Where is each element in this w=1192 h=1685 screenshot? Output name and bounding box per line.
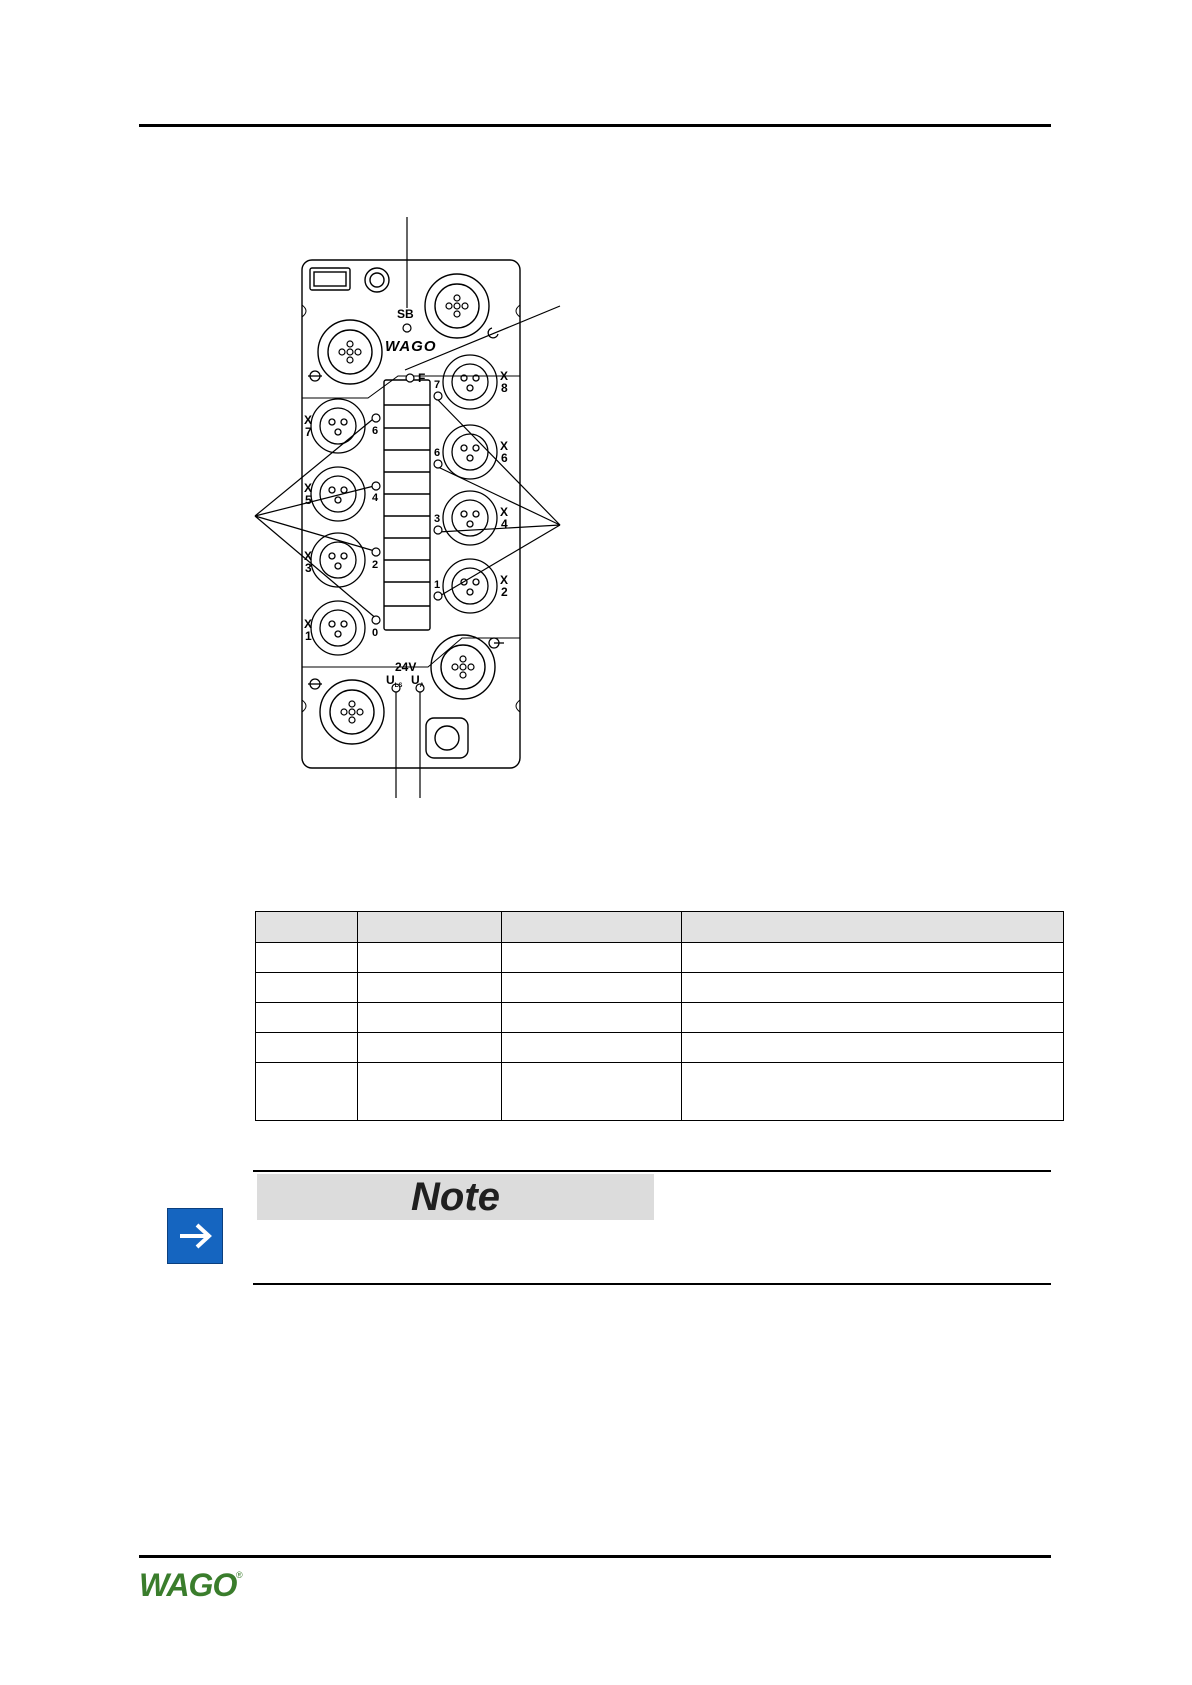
header-rule [139, 124, 1051, 127]
table-header-cell [502, 912, 682, 943]
table-cell [256, 943, 358, 973]
connector-label-x2: X 2 [500, 573, 509, 599]
footer-rule [139, 1555, 1051, 1558]
table-header-cell [682, 912, 1064, 943]
callout-lines [255, 217, 560, 798]
table-row [256, 943, 1064, 973]
connector-label-x1: X 1 [304, 617, 313, 643]
table-cell [502, 943, 682, 973]
led-label-us: $U_{LS}$ [386, 673, 403, 689]
led-label-4: 4 [372, 492, 379, 504]
led-label-2: 2 [372, 559, 379, 571]
note-bottom-rule [253, 1283, 1051, 1285]
note-top-rule [253, 1170, 1051, 1172]
table-cell [256, 1003, 358, 1033]
io-connector [311, 601, 365, 655]
table-cell [502, 1063, 682, 1121]
table-header-cell [256, 912, 358, 943]
led-label-7: 7 [434, 379, 441, 391]
supply-voltage-label: 24V [395, 660, 417, 674]
table-cell [256, 1063, 358, 1121]
led-label-6-left: 6 [372, 425, 379, 437]
power-connector-in [320, 680, 384, 744]
power-out-symbol [489, 638, 504, 648]
connector-label-x8: X 8 [500, 369, 509, 395]
table-row [256, 1003, 1064, 1033]
table-cell [358, 943, 502, 973]
led-label-0: 0 [372, 627, 379, 639]
led-status-table [255, 911, 1064, 1121]
fieldbus-connector-out [425, 274, 489, 338]
bus-out-symbol [488, 328, 498, 338]
table-cell [358, 1063, 502, 1121]
table-cell [502, 973, 682, 1003]
table-cell [682, 1033, 1064, 1063]
bus-in-symbol [308, 371, 322, 381]
connector-label-x3: X 3 [304, 549, 313, 575]
svg-text:®: ® [236, 1570, 243, 1580]
table-cell [682, 973, 1064, 1003]
table-header-cell [358, 912, 502, 943]
note-title: Note [257, 1174, 654, 1220]
table-cell [256, 1033, 358, 1063]
io-connector [443, 491, 497, 545]
table-row [256, 1063, 1064, 1121]
led-label-sb: SB [397, 307, 414, 321]
fieldbus-connector-in [318, 320, 382, 384]
svg-text:WAGO: WAGO [139, 1567, 237, 1601]
io-connector [443, 355, 497, 409]
power-connector-out [431, 635, 495, 699]
device-figure [230, 210, 590, 810]
connector-label-x4: X 4 [500, 505, 509, 531]
connector-label-x6: X 6 [500, 439, 509, 465]
table-cell [502, 1003, 682, 1033]
table-row [256, 1033, 1064, 1063]
arrow-right-icon [167, 1208, 223, 1264]
table-header-row [256, 912, 1064, 943]
io-connector [443, 559, 497, 613]
footer-brand-logo [139, 1567, 249, 1601]
table-cell [682, 1003, 1064, 1033]
connector-label-x7: X 7 [304, 413, 313, 439]
table-cell [682, 943, 1064, 973]
table-cell [502, 1033, 682, 1063]
io-connector [311, 467, 365, 521]
table-cell [358, 973, 502, 1003]
led-label-3: 3 [434, 513, 441, 525]
table-cell [256, 973, 358, 1003]
table-row [256, 973, 1064, 1003]
table-cell [682, 1063, 1064, 1121]
io-connector [311, 533, 365, 587]
led-label-f: F [418, 371, 426, 385]
io-connector [311, 399, 365, 453]
led-label-6-right: 6 [434, 447, 441, 459]
led-label-1: 1 [434, 579, 441, 591]
table-cell [358, 1003, 502, 1033]
power-in-symbol [308, 679, 322, 689]
led-indicators [372, 324, 442, 692]
connector-label-x5: X 5 [304, 481, 313, 507]
table-cell [358, 1033, 502, 1063]
device-brand-logo: WAGO [385, 338, 437, 355]
led-label-ua: $U_A$ [411, 673, 425, 689]
